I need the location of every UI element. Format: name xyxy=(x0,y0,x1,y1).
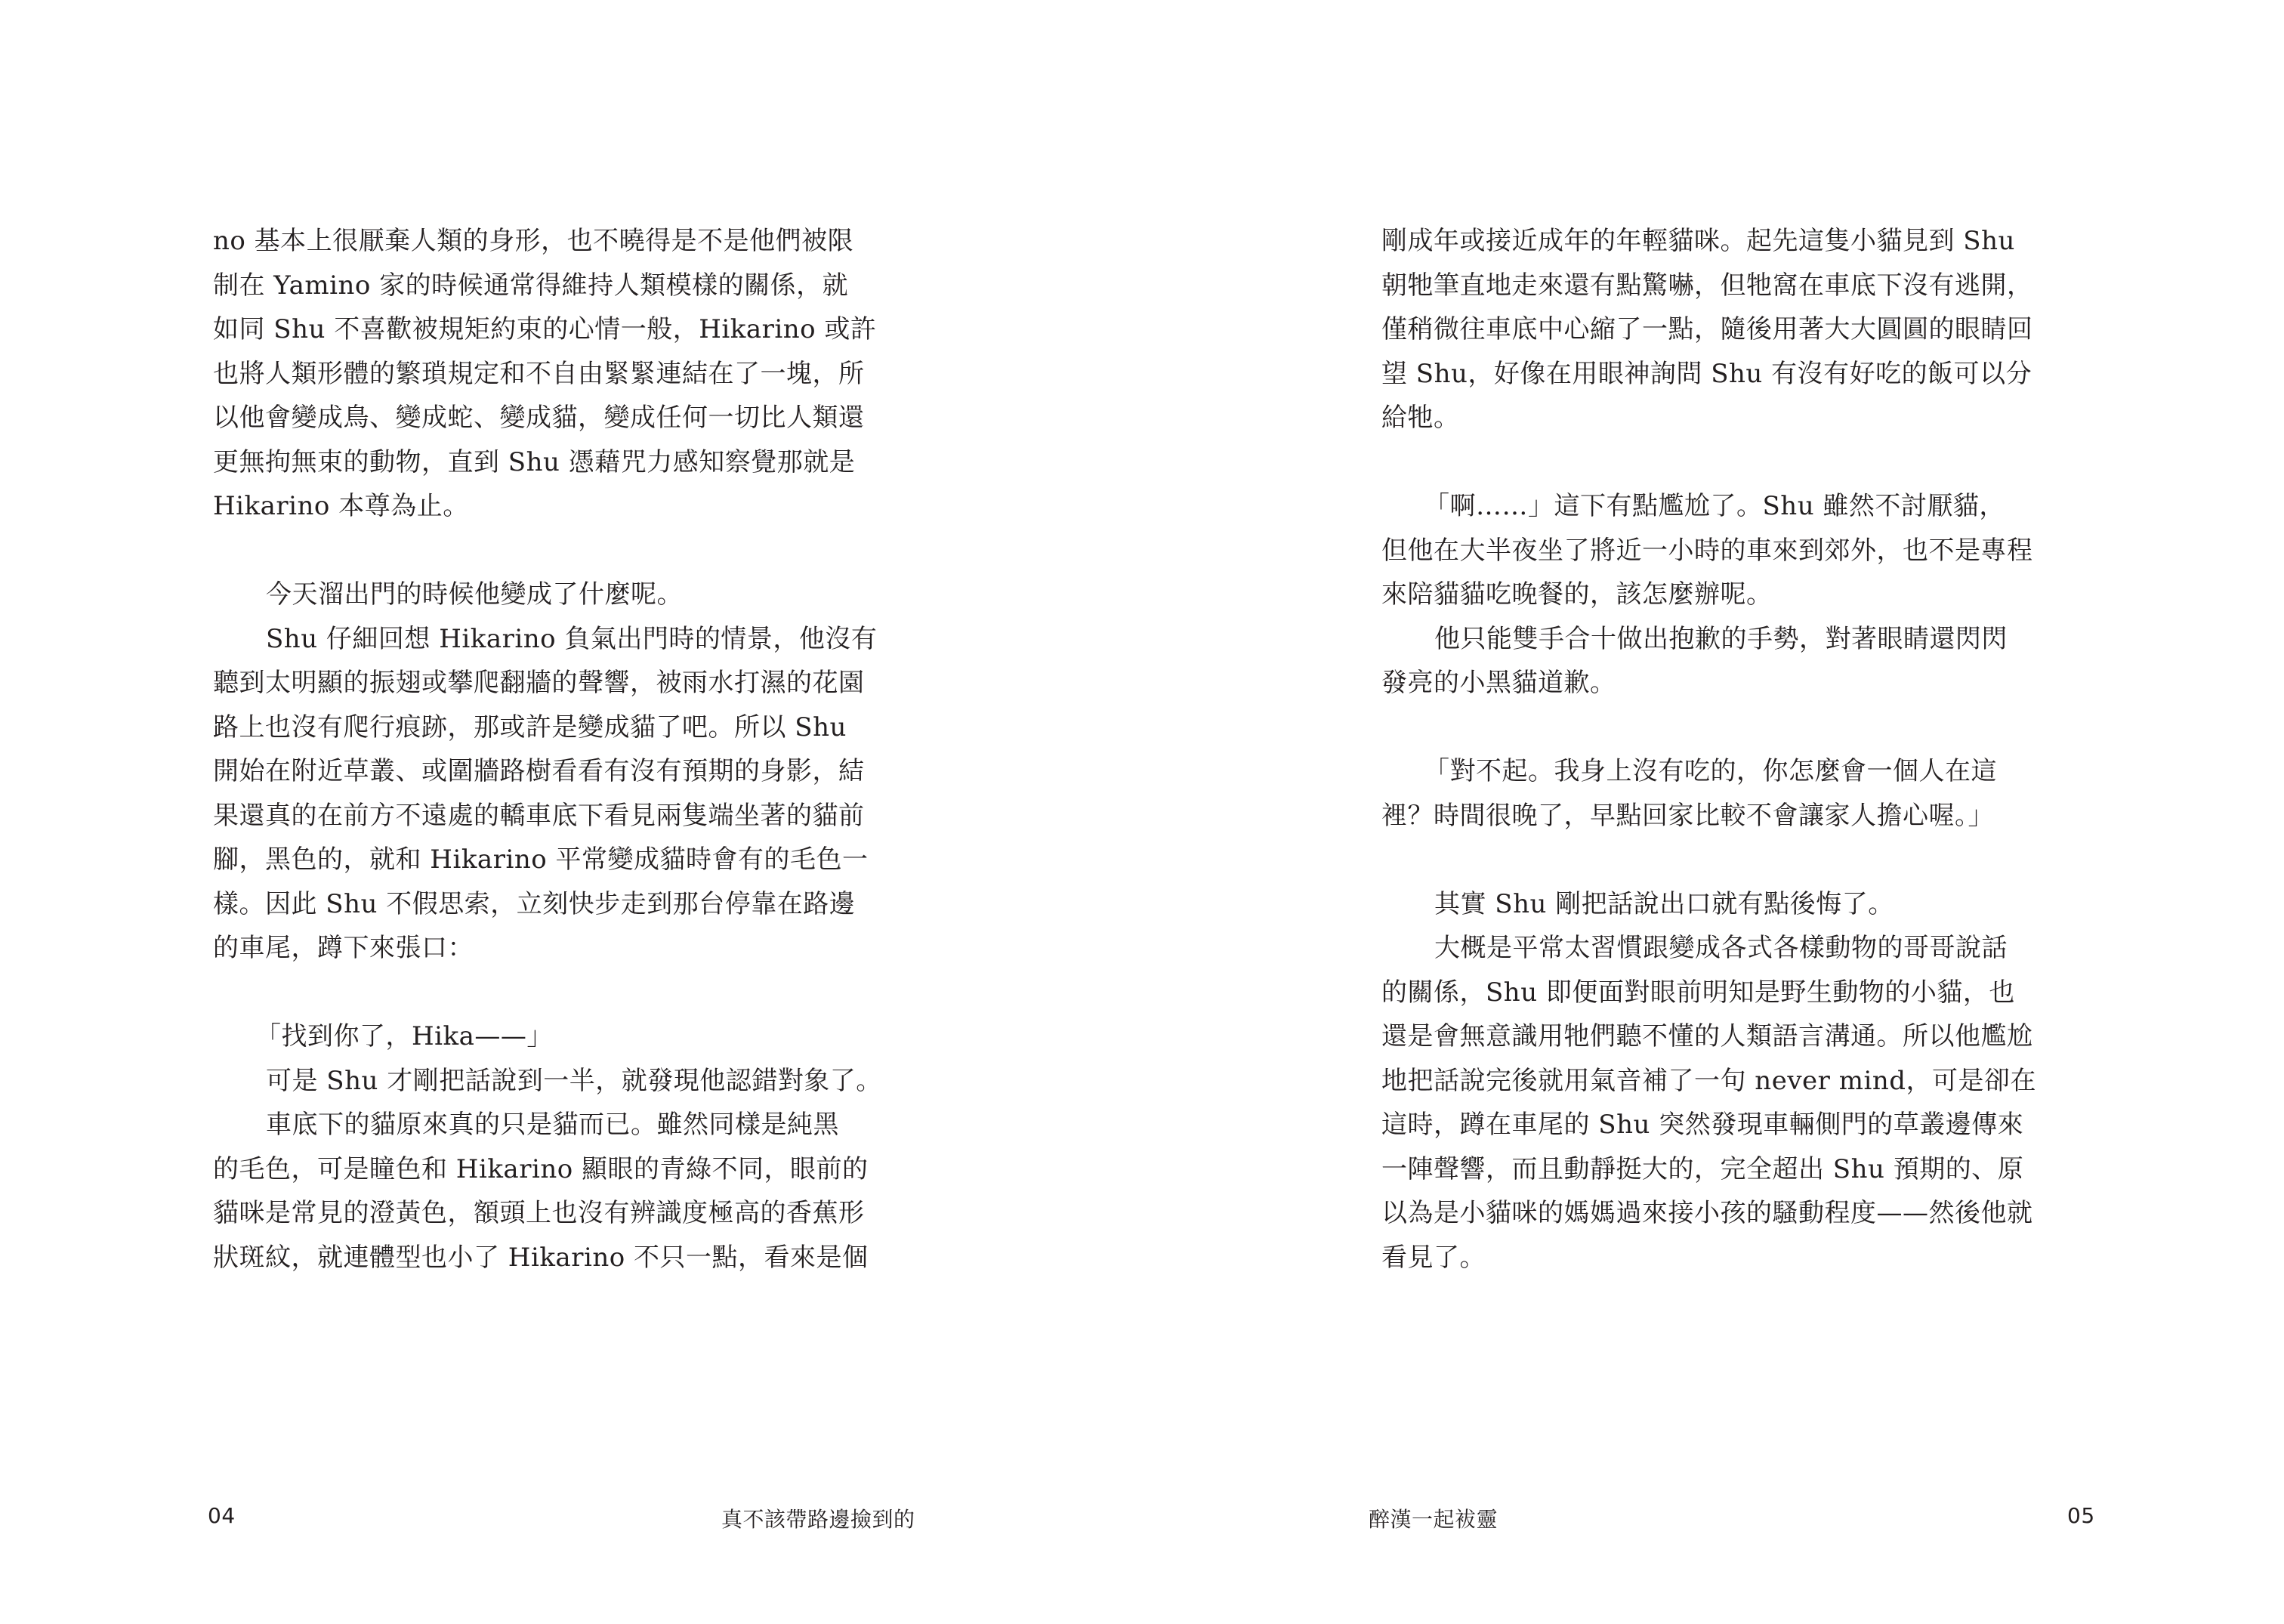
text-line: 來陪貓貓吃晚餐的，該怎麼辦呢。 xyxy=(1381,579,1773,610)
text-line: 裡？時間很晚了，早點回家比較不會讓家人擔心喔。」 xyxy=(1381,800,1994,831)
text-line: no 基本上很厭棄人類的身形，也不曉得是不是他們被限 xyxy=(213,226,854,256)
text-line: 發亮的小黑貓道歉。 xyxy=(1381,668,1616,698)
page-number: 04 xyxy=(208,1503,236,1528)
text-line: 他只能雙手合十做出抱歉的手勢，對著眼睛還閃閃 xyxy=(1434,623,2008,654)
dialogue-line: 「啊……」這下有點尷尬了。Shu 雖然不討厭貓， xyxy=(1424,491,2005,521)
text-line: 大概是平常太習慣跟變成各式各樣動物的哥哥說話 xyxy=(1434,933,2008,963)
right-page-body xyxy=(1381,219,2099,1280)
paragraph-gap xyxy=(1381,838,2099,882)
text-line: 貓咪是常見的澄黃色，額頭上也沒有辨識度極高的香蕉形 xyxy=(213,1198,865,1228)
text-line: 制在 Yamino 家的時候通常得維持人類模樣的關係，就 xyxy=(213,270,849,301)
left-page-body xyxy=(213,219,932,1280)
text-line: 的車尾，蹲下來張口： xyxy=(213,933,474,963)
text-line: 樣。因此 Shu 不假思索，立刻快步走到那台停靠在路邊 xyxy=(213,888,856,919)
text-line: 還是會無意識用牠們聽不懂的人類語言溝通。所以他尷尬 xyxy=(1381,1021,2033,1051)
text-line: 朝牠筆直地走來還有點驚嚇，但牠窩在車底下沒有逃開， xyxy=(1381,270,2033,301)
text-line: 以他會變成鳥、變成蛇、變成貓，變成任何一切比人類還 xyxy=(213,403,865,433)
text-line: 更無拘無束的動物，直到 Shu 憑藉咒力感知察覺那就是 xyxy=(213,446,856,477)
right-page xyxy=(1142,0,2284,1624)
text-line: 僅稍微往車底中心縮了一點，隨後用著大大圓圓的眼睛回 xyxy=(1381,314,2033,344)
text-line: 剛成年或接近成年的年輕貓咪。起先這隻小貓見到 Shu xyxy=(1381,226,2015,256)
text-line: 路上也沒有爬行痕跡，那或許是變成貓了吧。所以 Shu xyxy=(213,712,847,743)
text-line: 望 Shu，好像在用眼神詢問 Shu 有沒有好吃的飯可以分 xyxy=(1381,358,2032,389)
text-line: 開始在附近草叢、或圍牆路樹看看有沒有預期的身影，結 xyxy=(213,756,865,786)
running-title: 真不該帶路邊撿到的 xyxy=(721,1507,915,1532)
text-line: Shu 仔細回想 Hikarino 負氣出門時的情景，他沒有 xyxy=(266,623,878,654)
paragraph-gap xyxy=(213,971,932,1015)
dialogue-line: 「對不起。我身上沒有吃的，你怎麼會一個人在這 xyxy=(1424,756,1997,786)
page-number: 05 xyxy=(2067,1503,2095,1528)
text-line: 的關係，Shu 即便面對眼前明知是野生動物的小貓，也 xyxy=(1381,977,2015,1008)
paragraph-gap xyxy=(213,529,932,573)
text-line: Hikarino 本尊為止。 xyxy=(213,491,469,521)
text-line: 聽到太明顯的振翅或攀爬翻牆的聲響，被雨水打濕的花園 xyxy=(213,668,865,698)
text-line: 地把話說完後就用氣音補了一句 never mind，可是卻在 xyxy=(1381,1065,2036,1096)
text-line: 果還真的在前方不遠處的轎車底下看見兩隻端坐著的貓前 xyxy=(213,800,865,831)
paragraph-gap xyxy=(1381,440,2099,485)
paragraph-gap xyxy=(1381,705,2099,750)
running-title: 醉漢一起袚靈 xyxy=(1369,1507,1498,1532)
text-line: 如同 Shu 不喜歡被規矩約束的心情一般，Hikarino 或許 xyxy=(213,314,877,344)
text-line: 車底下的貓原來真的只是貓而已。雖然同樣是純黑 xyxy=(266,1110,839,1140)
text-line: 一陣聲響，而且動靜挺大的，完全超出 Shu 預期的、原 xyxy=(1381,1153,2024,1184)
text-line: 也將人類形體的繁瑣規定和不自由緊緊連結在了一塊，所 xyxy=(213,358,865,389)
text-line: 以為是小貓咪的媽媽過來接小孩的騷動程度——然後他就 xyxy=(1381,1198,2033,1228)
text-line: 但他在大半夜坐了將近一小時的車來到郊外，也不是專程 xyxy=(1381,535,2033,566)
dialogue-line: 「找到你了，Hika——」 xyxy=(255,1021,553,1051)
text-line: 看見了。 xyxy=(1381,1242,1486,1273)
text-line: 狀斑紋，就連體型也小了 Hikarino 不只一點，看來是個 xyxy=(213,1242,869,1273)
text-line: 今天溜出門的時候他變成了什麼呢。 xyxy=(266,579,683,610)
text-line: 給牠。 xyxy=(1381,403,1460,433)
text-line: 可是 Shu 才剛把話說到一半，就發現他認錯對象了。 xyxy=(266,1065,882,1096)
text-line: 的毛色，可是瞳色和 Hikarino 顯眼的青綠不同，眼前的 xyxy=(213,1153,869,1184)
text-line: 其實 Shu 剛把話說出口就有點後悔了。 xyxy=(1434,888,1894,919)
text-line: 腳，黑色的，就和 Hikarino 平常變成貓時會有的毛色一 xyxy=(213,844,869,875)
text-line: 這時，蹲在車尾的 Shu 突然發現車輛側門的草叢邊傳來 xyxy=(1381,1110,2024,1140)
